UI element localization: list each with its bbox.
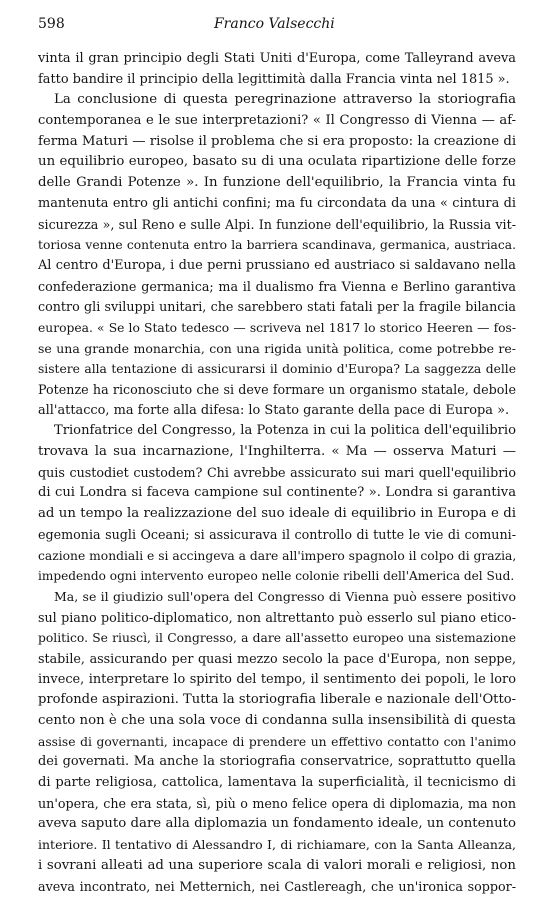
text-line: sul piano politico-diplomatico, non altrettanto può esserlo sul piano etico- (38, 608, 516, 629)
text-line: impedendo ogni intervento europeo nelle colonie ribelli dell'America del Sud. (38, 566, 516, 587)
text-line: ferma Maturi — risolse il problema che si era proposto: la creazione di (38, 132, 516, 153)
text-line: La conclusione di questa peregrinazione attraverso la storiografia (38, 90, 516, 111)
text-line: trovava la sua incarnazione, l'Inghilterra. « Ma — osserva Maturi — (38, 442, 516, 463)
text-line: Trionfatrice del Congresso, la Potenza in cui la politica dell'equilibrio (38, 421, 516, 442)
text-line: sicurezza », sul Reno e sulle Alpi. In funzione dell'equilibrio, la Russia vit- (38, 215, 516, 236)
text-line: toriosa venne contenuta entro la barriera scandinava, germanica, austriaca. (38, 235, 516, 256)
text-line: mantenuta entro gli antichi confini; ma fu circondata da una « cintura di (38, 194, 516, 215)
text-line: politico. Se riuscì, il Congresso, a dare all'assetto europeo una sistemazione (38, 628, 516, 649)
text-line: delle Grandi Potenze ». In funzione dell'equilibrio, la Francia vinta fu (38, 173, 516, 194)
text-line: un equilibrio europeo, basato su di una oculata ripartizione delle forze (38, 152, 516, 173)
text-line: dei governati. Ma anche la storiografia conservatrice, soprattutto quella (38, 752, 516, 773)
text-line: aveva incontrato, nei Metternich, nei Castlereagh, che un'ironica soppor- (38, 877, 516, 897)
text-line: Ma, se il giudizio sull'opera del Congresso di Vienna può essere positivo (38, 587, 516, 608)
text-line: confederazione germanica; ma il dualismo fra Vienna e Berlino garantiva (38, 277, 516, 298)
text-line: quis custodiet custodem? Chi avrebbe assicurato sui mari quell'equilibrio (38, 463, 516, 484)
text-line: stabile, assicurando per quasi mezzo secolo la pace d'Europa, non seppe, (38, 649, 516, 670)
text-line: all'attacco, ma forte alla difesa: lo Stato garante della pace di Europa ». (38, 401, 516, 422)
text-line: profonde aspirazioni. Tutta la storiografia liberale e nazionale dell'Otto- (38, 690, 516, 711)
text-line: se una grande monarchia, con una rigida unità politica, come potrebbe re- (38, 339, 516, 360)
text-line: europea. « Se lo Stato tedesco — scriveva nel 1817 lo storico Heeren — fos- (38, 318, 516, 339)
page-header (38, 16, 512, 36)
text-line: vinta il gran principio degli Stati Uniti d'Europa, come Talleyrand aveva (38, 49, 516, 70)
text-line: fatto bandire il principio della legittimità dalla Francia vinta nel 1815 ». (38, 70, 516, 91)
text-line: di parte religiosa, cattolica, lamentava la superficialità, il tecnicismo di (38, 773, 516, 794)
text-line: Al centro d'Europa, i due perni prussiano ed austriaco si saldavano nella (38, 256, 516, 277)
page-number: 598 (38, 16, 65, 32)
text-line: interiore. Il tentativo di Alessandro I, di richiamare, con la Santa Alleanza, (38, 835, 516, 856)
text-line: contro gli sviluppi unitari, che sarebbero stati fatali per la fragile bilancia (38, 297, 516, 318)
text-line: aveva saputo dare alla diplomazia un fondamento ideale, un contenuto (38, 814, 516, 835)
text-line: ad un tempo la realizzazione del suo ideale di equilibrio in Europa e di (38, 504, 516, 525)
text-line: contemporanea e le sue interpretazioni? « Il Congresso di Vienna — af- (38, 111, 516, 132)
text-line: Potenze ha riconosciuto che si deve formare un organismo statale, debole (38, 380, 516, 401)
text-line: sistere alla tentazione di assicurarsi il dominio d'Europa? La saggezza delle (38, 359, 516, 380)
text-line: i sovrani alleati ad una superiore scala di valori morali e religiosi, non (38, 856, 516, 877)
text-line: cento non è che una sola voce di condanna sulla insensibilità di questa (38, 711, 516, 732)
text-line: assise di governanti, incapace di prendere un effettivo contatto con l'animo (38, 732, 516, 753)
running-title: Franco Valsecchi (65, 16, 512, 32)
body-text (38, 49, 516, 897)
text-line: di cui Londra si faceva campione sul continente? ». Londra si garantiva (38, 483, 516, 504)
text-line: un'opera, che era stata, sì, più o meno felice opera di diplomazia, ma non (38, 794, 516, 815)
text-line: invece, interpretare lo spirito del tempo, il sentimento dei popoli, le loro (38, 670, 516, 691)
text-line: egemonia sugli Oceani; si assicurava il controllo di tutte le vie di comuni- (38, 525, 516, 546)
text-line: cazione mondiali e si accingeva a dare all'impero spagnolo il colpo di grazia, (38, 546, 516, 567)
